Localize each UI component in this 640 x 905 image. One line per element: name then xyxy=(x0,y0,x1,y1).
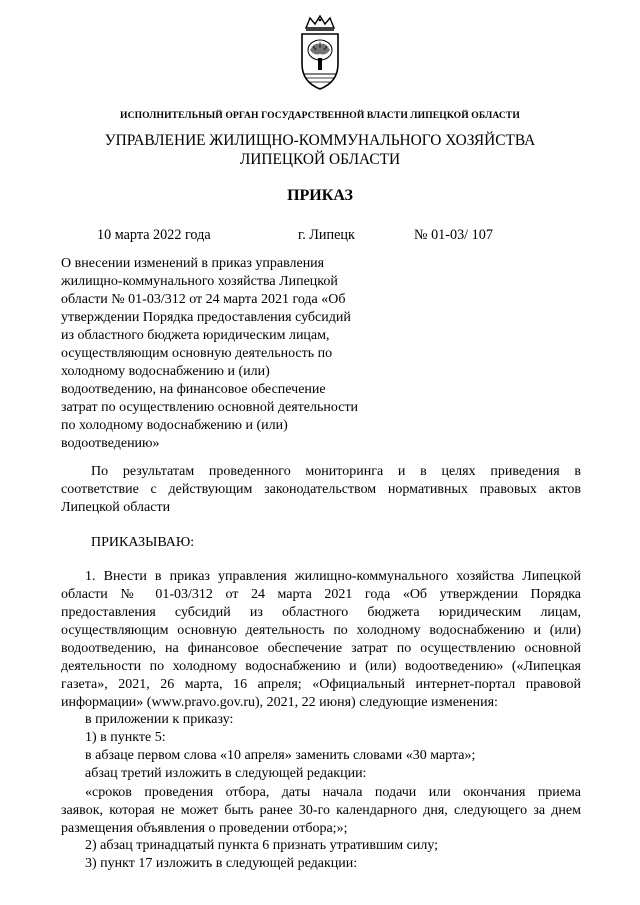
authority-name: ИСПОЛНИТЕЛЬНЫЙ ОРГАН ГОСУДАРСТВЕННОЙ ВЛАСТИ ЛИПЕЦКОЙ ОБЛАСТИ xyxy=(120,110,520,121)
subitem-3: 3) пункт 17 изложить в следующей редакции: xyxy=(85,856,358,871)
paragraph-line: водоотведению, на финансовое обеспечение затрат по осуществлению основной xyxy=(61,641,581,656)
paragraph-line: области № 01-03/312 от 24 марта 2021 года «Об утверждении Порядка xyxy=(61,587,581,602)
paragraph-line: 1. Внести в приказ управления жилищно-коммунального хозяйства Липецкой xyxy=(85,569,581,584)
department-name xyxy=(0,131,640,169)
item-1-paragraph xyxy=(61,568,581,712)
quoted-text xyxy=(61,784,581,838)
paragraph-line: заявок, которая не может быть ранее 30-го календарного дня, следующего за днем xyxy=(61,803,581,818)
paragraph-line: газета», 2021, 26 марта, 16 апреля; «Официальный интернет-портал правовой xyxy=(61,677,581,692)
paragraph-line: предоставления субсидий из областного бюджета юридическим лицам, xyxy=(61,605,581,620)
subject-line: жилищно-коммунального хозяйства Липецкой xyxy=(61,274,338,289)
subitem-1: 1) в пункте 5: xyxy=(85,730,166,745)
subitem-1-a: в абзаце первом слова «10 апреля» заменить словами «30 марта»; xyxy=(85,748,476,763)
document-type-title: ПРИКАЗ xyxy=(287,187,353,204)
paragraph-line: Липецкой области xyxy=(61,500,171,515)
subject-line: из областного бюджета юридическим лицам, xyxy=(61,328,330,343)
subitem-1-b: абзац третий изложить в следующей редакции: xyxy=(85,766,367,781)
order-city: г. Липецк xyxy=(298,227,355,243)
order-date: 10 марта 2022 года xyxy=(97,227,211,243)
subject-line: по холодному водоснабжению и (или) xyxy=(61,418,288,433)
order-number: № 01-03/ 107 xyxy=(414,227,493,243)
appendix-line: в приложении к приказу: xyxy=(85,712,234,727)
department-line: УПРАВЛЕНИЕ ЖИЛИЩНО-КОММУНАЛЬНОГО ХОЗЯЙСТВА xyxy=(104,132,536,149)
subject-line: осуществляющим основную деятельность по xyxy=(61,346,333,361)
paragraph-line: деятельности по холодному водоснабжению и (или) водоотведению» («Липецкая xyxy=(61,659,581,674)
subitem-2: 2) абзац тринадцатый пункта 6 признать утратившим силу; xyxy=(85,838,439,853)
subject-line: водоотведению» xyxy=(61,436,160,451)
subject-line: утверждении Порядка предоставления субсидий xyxy=(61,310,351,325)
subject-line: водоотведению, на финансовое обеспечение xyxy=(61,382,326,397)
order-subject xyxy=(61,255,391,453)
paragraph-line: размещения объявления о проведении отбора;»; xyxy=(61,821,348,836)
department-line: ЛИПЕЦКОЙ ОБЛАСТИ xyxy=(239,151,401,168)
subject-line: холодному водоснабжению и (или) xyxy=(61,364,270,379)
paragraph-line: «сроков проведения отбора, даты начала подачи или окончания приема xyxy=(85,785,581,800)
paragraph-line: информации» (www.pravo.gov.ru), 2021, 22 июня) следующие изменения: xyxy=(61,695,498,710)
preamble-paragraph xyxy=(61,463,581,517)
subject-line: затрат по осуществлению основной деятельности xyxy=(61,400,359,415)
paragraph-line: соответствие с действующим законодательством нормативных правовых актов xyxy=(61,482,581,497)
subject-line: О внесении изменений в приказ управления xyxy=(61,256,325,271)
order-word: ПРИКАЗЫВАЮ: xyxy=(91,535,195,550)
lipetsk-coat-of-arms-icon xyxy=(296,14,344,92)
paragraph-line: По результатам проведенного мониторинга и в целях приведения в xyxy=(91,464,581,479)
subject-line: области № 01-03/312 от 24 марта 2021 года «Об xyxy=(61,292,346,307)
paragraph-line: осуществляющим основную деятельность по холодному водоснабжению и (или) xyxy=(61,623,581,638)
